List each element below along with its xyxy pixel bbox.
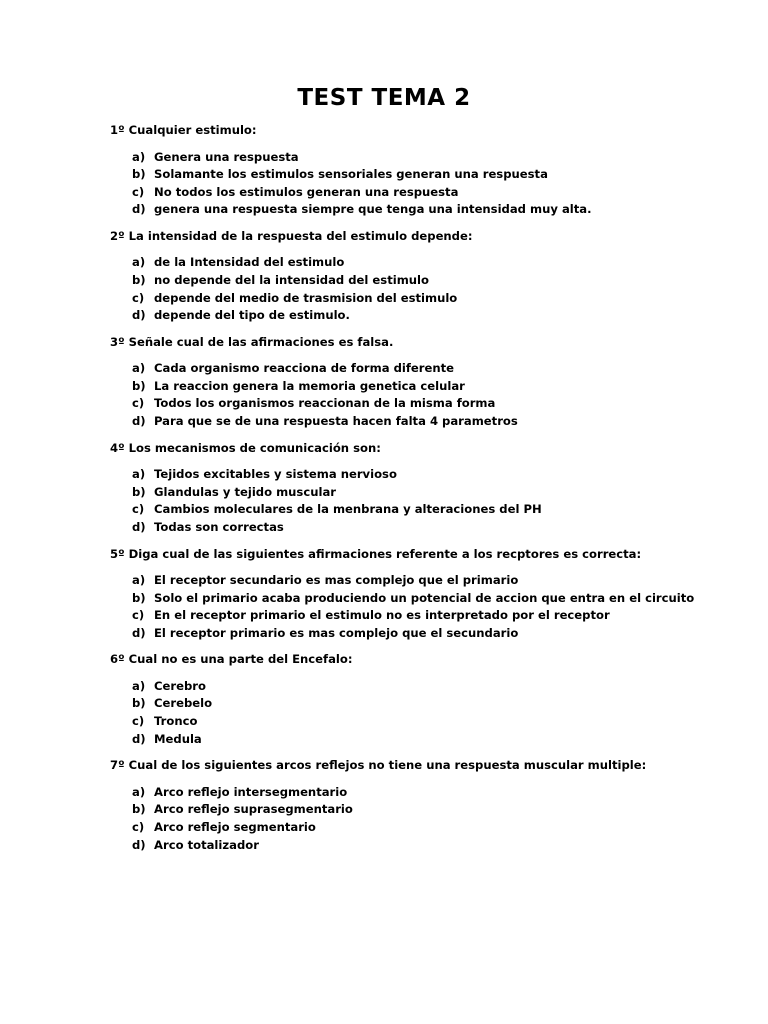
answer-list bbox=[110, 466, 670, 536]
question-list bbox=[110, 122, 695, 863]
answer-item bbox=[110, 678, 670, 696]
answer-item bbox=[110, 731, 670, 749]
answer-letter: d) bbox=[132, 731, 146, 746]
answer-item bbox=[110, 166, 670, 184]
answer-letter: d) bbox=[132, 625, 146, 640]
answer-letter: d) bbox=[132, 308, 146, 323]
answer-letter: c) bbox=[132, 396, 145, 411]
answer-item bbox=[110, 395, 670, 413]
answer-item bbox=[110, 501, 670, 519]
answer-text: genera una respuesta siempre que tenga una intensidad muy alta. bbox=[154, 202, 592, 217]
answer-item bbox=[110, 378, 670, 396]
answer-letter: d) bbox=[132, 519, 146, 534]
answer-item bbox=[110, 590, 695, 608]
answer-letter: a) bbox=[132, 678, 146, 693]
answer-text: Arco reflejo suprasegmentario bbox=[154, 802, 353, 817]
answer-text: Tronco bbox=[154, 714, 198, 729]
answer-letter: a) bbox=[132, 149, 146, 164]
answer-letter: b) bbox=[132, 590, 146, 605]
answer-text: El receptor secundario es mas complejo que el primario bbox=[154, 573, 519, 587]
answer-text: Arco reflejo segmentario bbox=[154, 819, 316, 834]
answer-text: Todas son correctas bbox=[154, 519, 284, 534]
answer-text: Solamante los estimulos sensoriales generan una respuesta bbox=[154, 167, 548, 182]
answer-letter: b) bbox=[132, 272, 146, 287]
document-title: TEST TEMA 2 bbox=[297, 85, 471, 111]
answer-letter: b) bbox=[132, 484, 146, 499]
answer-text: Cerebelo bbox=[154, 696, 213, 711]
question-4 bbox=[110, 440, 670, 537]
answer-letter: d) bbox=[132, 837, 146, 852]
question-1 bbox=[110, 122, 670, 219]
answer-item bbox=[110, 290, 670, 308]
answer-item bbox=[110, 272, 670, 290]
answer-text: Arco totalizador bbox=[154, 837, 259, 852]
answer-item bbox=[110, 254, 670, 272]
answer-letter: a) bbox=[132, 784, 146, 799]
answer-letter: b) bbox=[132, 167, 146, 182]
answer-text: Solo el primario acaba produciendo un potencial de accion que entra en el circuito bbox=[154, 590, 695, 605]
question-text: 7º Cual de los siguientes arcos reflejos no tiene una respuesta muscular multiple: bbox=[110, 758, 647, 773]
answer-text: Tejidos excitables y sistema nervioso bbox=[154, 467, 397, 482]
answer-item bbox=[110, 572, 670, 590]
question-text: 5º Diga cual de las siguientes afirmaciones referente a los recptores es correcta: bbox=[110, 546, 642, 561]
answer-letter: b) bbox=[132, 378, 146, 393]
question-text: 3º Señale cual de las afirmaciones es falsa. bbox=[110, 334, 394, 349]
answer-letter: c) bbox=[132, 290, 145, 305]
answer-list bbox=[110, 149, 670, 219]
answer-item bbox=[110, 413, 670, 431]
answer-item bbox=[110, 713, 670, 731]
answer-text: Cambios moleculares de la menbrana y alteraciones del PH bbox=[154, 502, 542, 517]
answer-letter: c) bbox=[132, 819, 145, 834]
answer-list bbox=[110, 360, 670, 430]
answer-item bbox=[110, 484, 670, 502]
answer-text: Arco reflejo intersegmentario bbox=[154, 784, 348, 799]
answer-letter: c) bbox=[132, 184, 145, 199]
answer-text: En el receptor primario el estimulo no es interpretado por el receptor bbox=[154, 608, 610, 623]
answer-text: depende del medio de trasmision del estimulo bbox=[154, 290, 458, 305]
answer-list bbox=[110, 678, 670, 748]
question-6 bbox=[110, 651, 670, 748]
answer-item bbox=[110, 801, 670, 819]
answer-letter: c) bbox=[132, 608, 145, 623]
answer-letter: b) bbox=[132, 802, 146, 817]
answer-item bbox=[110, 607, 670, 625]
answer-letter: a) bbox=[132, 255, 146, 270]
answer-letter: c) bbox=[132, 502, 145, 517]
answer-item bbox=[110, 695, 670, 713]
answer-item bbox=[110, 360, 670, 378]
question-text: 2º La intensidad de la respuesta del estimulo depende: bbox=[110, 228, 473, 243]
answer-letter: b) bbox=[132, 696, 146, 711]
answer-letter: a) bbox=[132, 573, 146, 587]
answer-letter: d) bbox=[132, 202, 146, 217]
answer-text: Genera una respuesta bbox=[154, 149, 299, 164]
answer-list bbox=[110, 254, 670, 324]
answer-text: Cada organismo reacciona de forma diferente bbox=[154, 361, 454, 376]
answer-text: Cerebro bbox=[154, 678, 206, 693]
question-7 bbox=[110, 757, 670, 854]
answer-letter: a) bbox=[132, 467, 146, 482]
answer-item bbox=[110, 184, 670, 202]
question-text: 6º Cual no es una parte del Encefalo: bbox=[110, 652, 353, 667]
question-5 bbox=[110, 546, 695, 643]
answer-letter: c) bbox=[132, 714, 145, 729]
answer-item bbox=[110, 819, 670, 837]
answer-text: Glandulas y tejido muscular bbox=[154, 484, 336, 499]
answer-text: depende del tipo de estimulo. bbox=[154, 308, 350, 323]
answer-text: Para que se de una respuesta hacen falta 4 parametros bbox=[154, 414, 518, 429]
answer-text: de la Intensidad del estimulo bbox=[154, 255, 345, 270]
question-text: 4º Los mecanismos de comunicación son: bbox=[110, 440, 381, 455]
answer-item bbox=[110, 519, 670, 537]
answer-letter: d) bbox=[132, 414, 146, 429]
answer-item bbox=[110, 466, 670, 484]
answer-text: El receptor primario es mas complejo que el secundario bbox=[154, 625, 519, 640]
answer-item bbox=[110, 307, 670, 325]
answer-item bbox=[110, 625, 670, 643]
answer-list bbox=[110, 784, 670, 854]
answer-text: no depende del la intensidad del estimulo bbox=[154, 272, 429, 287]
question-2 bbox=[110, 228, 670, 325]
answer-item bbox=[110, 784, 670, 802]
answer-text: La reaccion genera la memoria genetica celular bbox=[154, 378, 465, 393]
answer-item bbox=[110, 837, 670, 855]
answer-letter: a) bbox=[132, 361, 146, 376]
answer-item bbox=[110, 201, 670, 219]
question-text: 1º Cualquier estimulo: bbox=[110, 123, 257, 137]
answer-text: Todos los organismos reaccionan de la misma forma bbox=[154, 396, 496, 411]
answer-item bbox=[110, 149, 670, 167]
answer-list bbox=[110, 572, 695, 642]
answer-text: Medula bbox=[154, 731, 202, 746]
answer-text: No todos los estimulos generan una respuesta bbox=[154, 184, 459, 199]
question-3 bbox=[110, 334, 670, 431]
